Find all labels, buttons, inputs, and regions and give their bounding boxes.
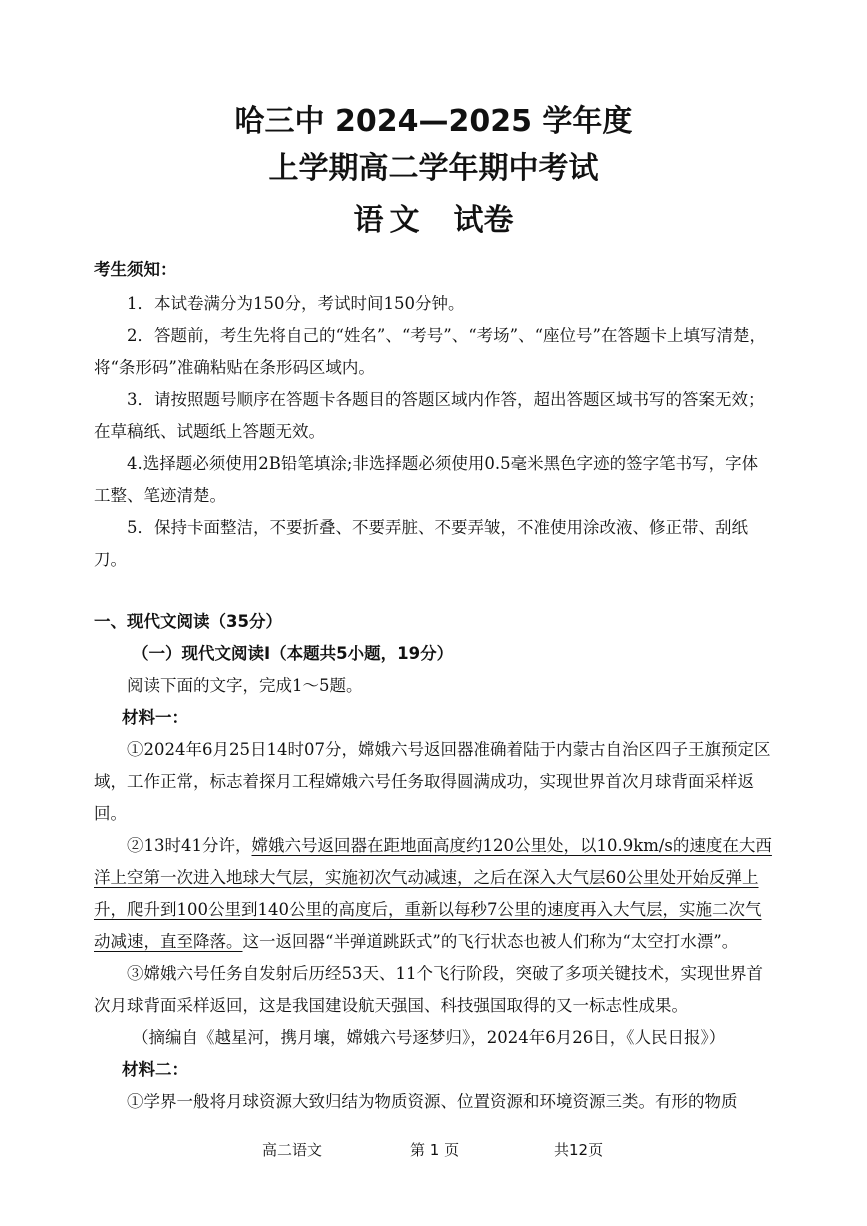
paragraph-tail: 这一返回器“半弹道跳跃式”的飞行状态也被人们称为“太空打水漂”。 (242, 932, 739, 951)
exam-title (0, 100, 867, 248)
material1-source: （摘编自《越星河，携月壤，嫦娥六号逐梦归》，2024年6月26日，《人民日报》） (132, 1028, 726, 1047)
material1-paragraph: ①2024年6月25日14时07分，嫦娥六号返回器准确着陆于内蒙古自治区四子王旗预定区域，工作正常，标志着探月工程嫦娥六号任务取得圆满成功，实现世界首次月球背面采样返回。 (94, 740, 771, 823)
material2-label: 材料二： (122, 1060, 188, 1079)
underlined-passage: 嫦娥六号返回器在距地面高度约120公里处，以10.9km/s的速度在大西洋上空第一次进入地球大气层，实施初次气动减速，之后在深入大气层60公里处开始反弹上升，爬升到100公里到140公里的高度后，重新以每秒7公里的速度再入大气层，实施二次气动减速，直至降落。 (94, 836, 772, 951)
reading-instruction: 阅读下面的文字，完成1～5题。 (127, 676, 363, 695)
notice-item: 4.选择题必须使用2B铅笔填涂;非选择题必须使用0.5毫米黑色字迹的签字笔书写，字体工整、笔迹清楚。 (94, 454, 759, 505)
notice-item: 5．保持卡面整洁，不要折叠、不要弄脏、不要弄皱，不准使用涂改液、修正带、刮纸刀。 (94, 518, 748, 569)
title-subject: 语文 (353, 203, 426, 238)
subsection-heading: （一）现代文阅读Ⅰ（本题共5小题，19分） (132, 644, 454, 663)
footer-total-pages: 共12页 (554, 1141, 604, 1159)
footer-page-number: 第 1 页 (410, 1141, 460, 1159)
title-subject-line (0, 194, 867, 248)
notice-heading: 考生须知： (94, 260, 177, 279)
material1-paragraph (94, 830, 774, 958)
title-school-year: 哈三中 2024—2025 学年度 (234, 104, 633, 139)
exam-content (94, 254, 774, 1118)
footer-subject: 高二语文 (262, 1141, 323, 1159)
notice-item: 2．答题前，考生先将自己的“姓名”、“考号”、“考场”、“座位号”在答题卡上填写清楚，将“条形码”准确粘贴在条形码区域内。 (94, 326, 766, 377)
material1-paragraph: ③嫦娥六号任务自发射后历经53天、11个飞行阶段，突破了多项关键技术，实现世界首次月球背面采样返回，这是我国建设航天强国、科技强国取得的又一标志性成果。 (94, 964, 763, 1015)
notice-item: 3．请按照题号顺序在答题卡各题目的答题区域内作答，超出答题区域书写的答案无效；在草稿纸、试题纸上答题无效。 (94, 390, 765, 441)
paragraph-lead: ②13时41分许， (127, 836, 252, 855)
material1-label: 材料一： (122, 708, 188, 727)
title-exam-name: 上学期高二学年期中考试 (268, 151, 599, 186)
material2-paragraph: ①学界一般将月球资源大致归结为物质资源、位置资源和环境资源三类。有形的物质 (127, 1092, 738, 1111)
notice-item: 1．本试卷满分为150分，考试时间150分钟。 (127, 294, 465, 313)
section-heading: 一、现代文阅读（35分） (94, 612, 282, 631)
title-paper: 试卷 (453, 203, 514, 238)
